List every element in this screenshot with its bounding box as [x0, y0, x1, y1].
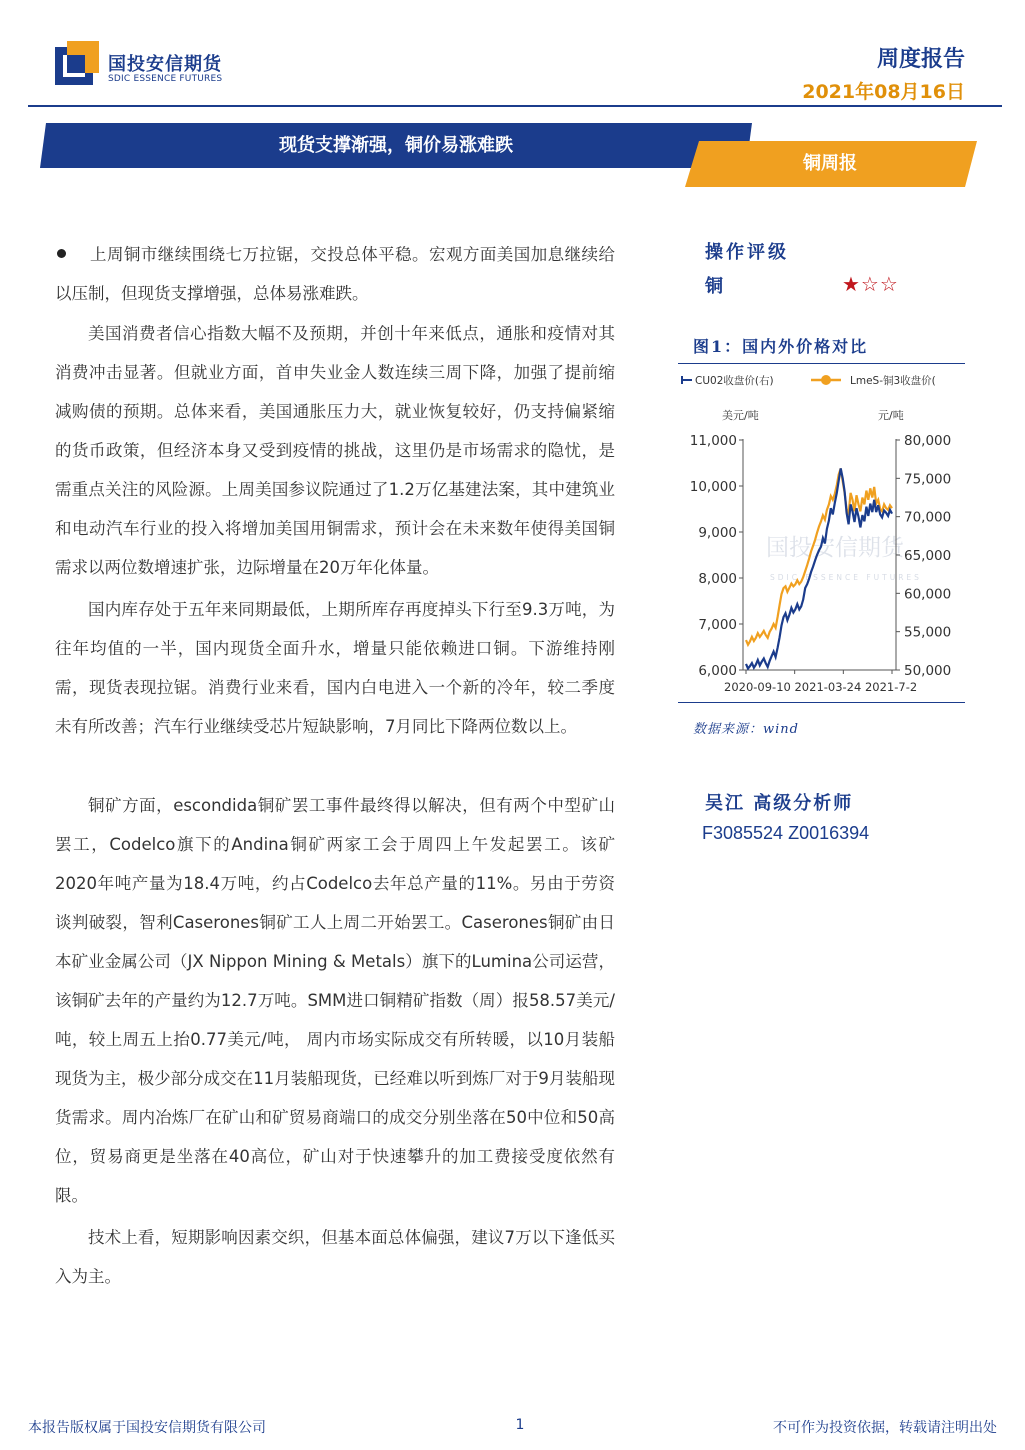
rating-title: 操作评级 [705, 242, 789, 263]
left-axis-tick-label: 9,000 [698, 525, 737, 541]
company-name-en: SDIC ESSENCE FUTURES [108, 74, 223, 84]
macro-paragraph: 美国消费者信心指数大幅不及预期，并创十年来低点，通胀和疫情对其消费冲击显著。但就业方面，首申失业金人数连续三周下降，加强了提前缩减购债的预期。总体来看，美国通胀压力大，就业恢复较好，仍支持偏紧缩的货币政策，但经济本身又受到疫情的挑战，这里仍是市场需求的隐忧，是需重点关注的风险源。上周美国参议院通过了1.2万亿基建法案，其中建筑业和电动汽车行业的投入将增加美国用铜需求，预计会在未来数年使得美国铜需求以两位数增速扩张，边际增量在20万年化体量。 [55, 324, 615, 577]
report-type: 周度报告 [876, 47, 965, 72]
mine-paragraph: 铜矿方面，escondida铜矿罢工事件最终得以解决，但有两个中型矿山罢工，Codelco旗下的Andina铜矿两家工会于周四上午发起罢工。该矿2020年吨产量为18.4万吨，约占Codelco去年总产量的11%。另由于劳资谈判破裂，智利Caserones铜矿工人上周二开始罢工。Caserones铜矿由日本矿业金属公司（JX Nippon Mining & Metals）旗下的Lumina公司运营，该铜矿去年的产量约为12.7万吨。SMM进口铜精矿指数（周）报58.57美元/吨，较上周五上抬0.77美元/吨， 周内市场实际成交有所转暖，以10月装船现货为主，极少部分成交在11月装船现货，已经难以听到炼厂对于9月装船现货需求。周内冶炼厂在矿山和矿贸易商端口的成交分别坐落在50中位和50高位，贸易商更是坐落在40高位，矿山对于快速攀升的加工费接受度依然有限。 [55, 796, 615, 1205]
right-axis-tick-label: 50,000 [904, 663, 952, 679]
figure-bottom-rule [678, 702, 965, 703]
company-logo-icon [55, 41, 99, 85]
header-divider [28, 105, 1002, 107]
report-tag-label: 铜周报 [803, 153, 857, 174]
analyst-license-ids: F3085524 Z0016394 [702, 823, 870, 843]
footer-disclaimer: 不可作为投资依据，转载请注明出处 [773, 1420, 997, 1436]
right-axis-tick-label: 60,000 [904, 586, 952, 603]
rating-metal: 铜 [705, 276, 723, 297]
footer-copyright: 本报告版权属于国投安信期货有限公司 [28, 1420, 266, 1436]
right-axis-tick-label: 65,000 [904, 548, 952, 564]
report-title: 现货支撑渐强，铜价易涨难跌 [279, 135, 513, 156]
inventory-paragraph: 国内库存处于五年来同期最低，上期所库存再度掉头下行至9.3万吨，为往年均值的一半，国内现货全面升水，增量只能依赖进口铜。下游维持刚需，现货表现拉锯。消费行业来看，国内白电进入一个新的冷年，较二季度未有所改善；汽车行业继续受芯片短缺影响，7月同比下降两位数以上。 [55, 600, 615, 736]
legend-series-1: CU02收盘价(右) [695, 375, 774, 387]
price-comparison-chart [678, 364, 965, 702]
right-axis-tick-label: 55,000 [904, 624, 952, 641]
report-date: 2021年08月16日 [802, 81, 965, 103]
rating-stars: ★☆☆ [842, 272, 899, 296]
left-axis-tick-label: 11,000 [689, 433, 737, 449]
legend-marker-icon [821, 375, 831, 385]
left-axis-tick-label: 10,000 [689, 479, 737, 495]
x-axis-tick-labels: 2020-09-10 2021-03-24 2021-7-2 [724, 680, 918, 694]
technical-paragraph: 技术上看，短期影响因素交织，但基本面总体偏强，建议7万以下逢低买入为主。 [55, 1228, 615, 1286]
left-axis-tick-label: 7,000 [698, 617, 737, 633]
company-name-cn: 国投安信期货 [108, 54, 222, 75]
page-number: 1 [515, 1417, 525, 1433]
legend-series-2: LmeS-铜3收盘价( [850, 375, 936, 387]
watermark-subtext: SDIC ESSENCE FUTURES [770, 573, 922, 582]
right-axis-tick-label: 70,000 [904, 509, 952, 526]
analyst-name: 吴江 高级分析师 [705, 793, 854, 814]
left-axis-unit: 美元/吨 [722, 409, 759, 422]
left-axis-tick-label: 8,000 [698, 571, 737, 587]
summary-paragraph: 上周铜市继续围绕七万拉锯，交投总体平稳。宏观方面美国加息继续给以压制，但现货支撑增强，总体易涨难跌。 [55, 245, 615, 303]
right-axis-unit: 元/吨 [878, 409, 904, 422]
data-source: 数据来源：wind [693, 722, 799, 737]
left-axis-tick-label: 6,000 [698, 663, 737, 679]
right-axis-tick-label: 80,000 [904, 433, 952, 449]
right-axis-tick-label: 75,000 [904, 471, 952, 488]
watermark-text: 国投安信期货 [766, 535, 904, 561]
figure-title: 图1：国内外价格对比 [693, 337, 869, 356]
